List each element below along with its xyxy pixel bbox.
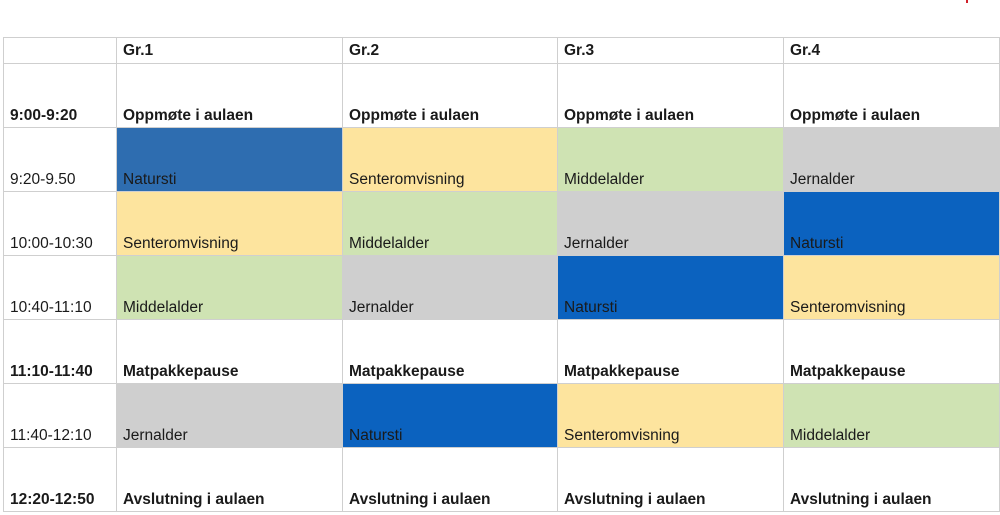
schedule-cell: Avslutning i aulaen [558,448,784,512]
time-cell: 11:10-11:40 [4,320,117,384]
table-row [4,64,1000,128]
time-cell: 10:40-11:10 [4,256,117,320]
schedule-cell: Natursti [117,128,343,192]
time-cell: 9:20-9.50 [4,128,117,192]
time-cell: 9:00-9:20 [4,64,117,128]
schedule-cell: Jernalder [343,256,558,320]
schedule-cell: Middelalder [784,384,1000,448]
table-row [4,256,1000,320]
schedule-cell: Matpakkepause [784,320,1000,384]
schedule-cell: Senteromvisning [784,256,1000,320]
schedule-cell: Avslutning i aulaen [784,448,1000,512]
table-row [4,320,1000,384]
schedule-cell: Senteromvisning [117,192,343,256]
schedule-cell: Natursti [558,256,784,320]
schedule-cell: Senteromvisning [558,384,784,448]
red-dot-mark [966,0,968,3]
schedule-cell: Matpakkepause [558,320,784,384]
time-cell: 10:00-10:30 [4,192,117,256]
table-row [4,192,1000,256]
schedule-cell: Oppmøte i aulaen [343,64,558,128]
schedule-cell: Jernalder [784,128,1000,192]
table-row [4,448,1000,512]
schedule-cell: Senteromvisning [343,128,558,192]
schedule-cell: Avslutning i aulaen [343,448,558,512]
header-row [4,38,1000,64]
header-cell-gr1: Gr.1 [117,38,343,64]
header-cell-gr4: Gr.4 [784,38,1000,64]
table-row [4,128,1000,192]
schedule-cell: Matpakkepause [117,320,343,384]
schedule-cell: Matpakkepause [343,320,558,384]
schedule-cell: Middelalder [117,256,343,320]
schedule-cell: Avslutning i aulaen [117,448,343,512]
time-cell: 11:40-12:10 [4,384,117,448]
header-cell-gr3: Gr.3 [558,38,784,64]
table-row [4,384,1000,448]
schedule-cell: Jernalder [558,192,784,256]
schedule-table [3,37,1000,512]
schedule-cell: Jernalder [117,384,343,448]
schedule-cell: Middelalder [343,192,558,256]
schedule-cell: Oppmøte i aulaen [784,64,1000,128]
schedule-cell: Natursti [343,384,558,448]
schedule-cell: Middelalder [558,128,784,192]
time-cell: 12:20-12:50 [4,448,117,512]
schedule-cell: Oppmøte i aulaen [558,64,784,128]
header-cell-gr2: Gr.2 [343,38,558,64]
schedule-cell: Oppmøte i aulaen [117,64,343,128]
schedule-cell: Natursti [784,192,1000,256]
header-cell-time [4,38,117,64]
